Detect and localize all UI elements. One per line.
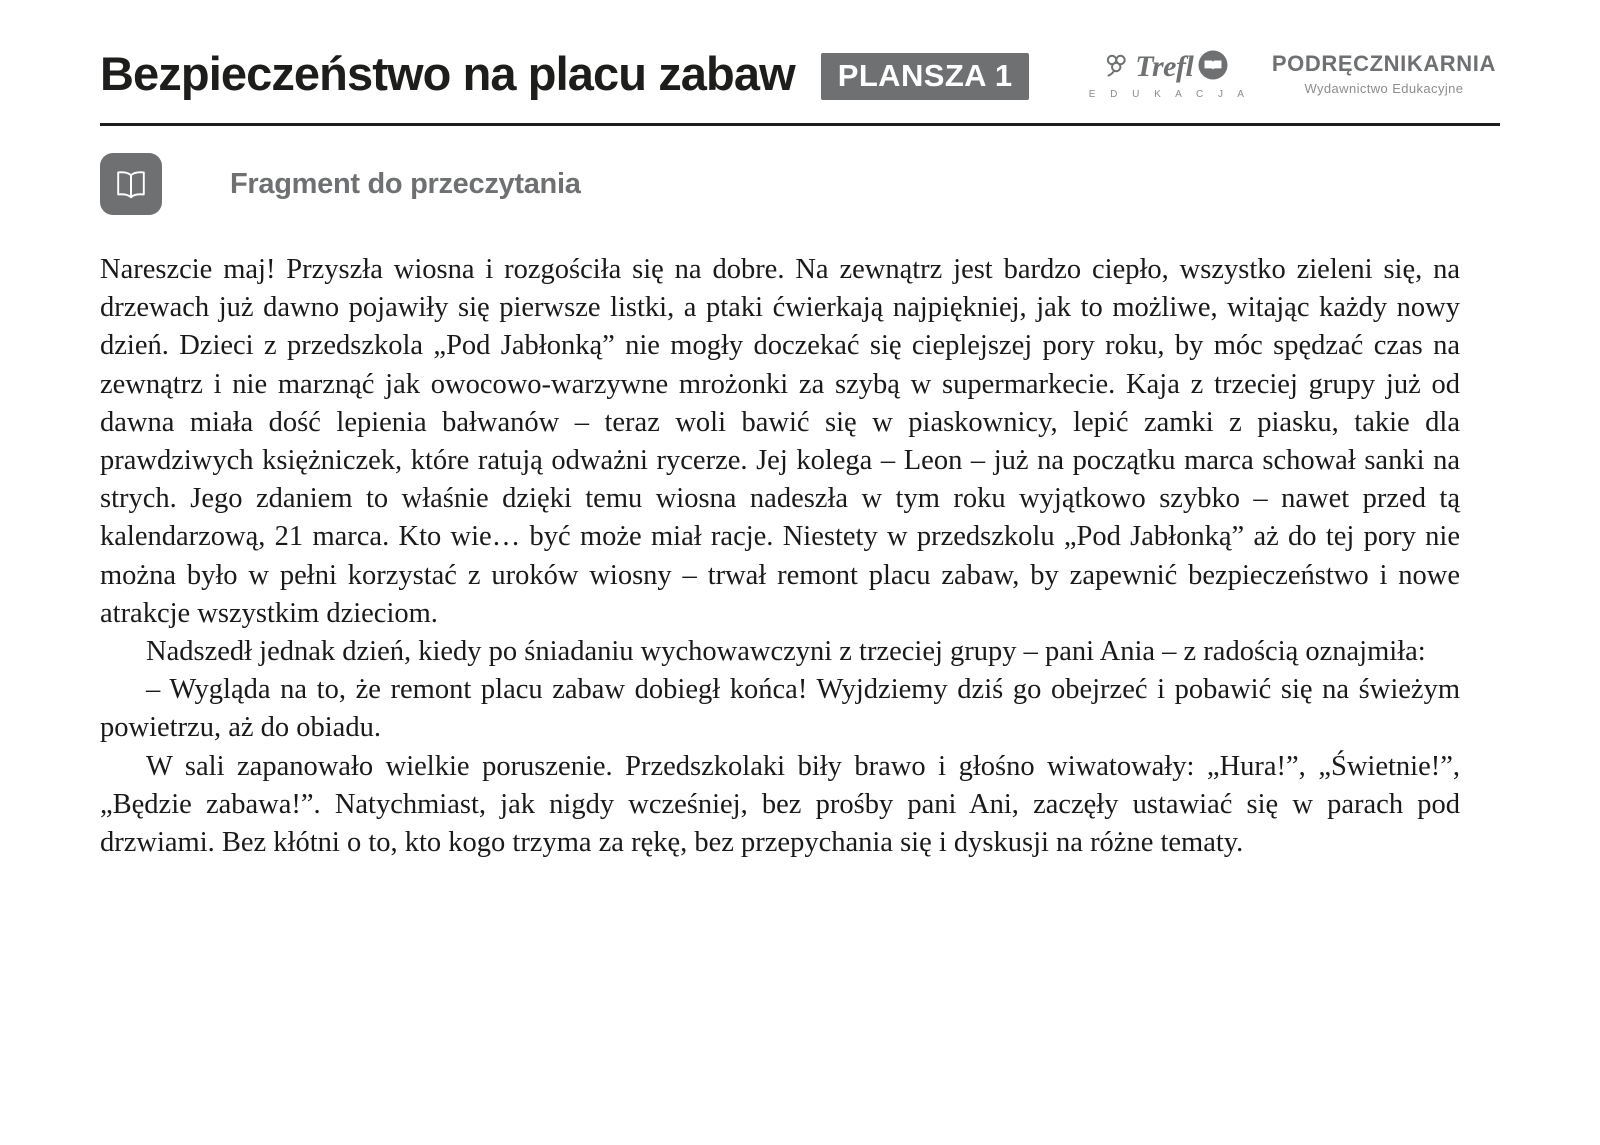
- page-title: Bezpieczeństwo na placu zabaw: [100, 47, 795, 101]
- publisher-logos: [1083, 49, 1500, 100]
- trefl-tagline: E D U K A C J A: [1088, 88, 1250, 100]
- clover-icon: [1103, 51, 1131, 83]
- book-circle-icon: [1197, 49, 1229, 85]
- trefl-logo: [1083, 49, 1250, 100]
- trefl-logo-row: [1103, 49, 1229, 85]
- passage-paragraph: Nareszcie maj! Przyszła wiosna i rozgościła się na dobre. Na zewnątrz jest bardzo ciepło, wszystko zieleni się, na drzewach już dawno pojawiły się pierwsze listki, a ptaki ćwierkają najpiękniej, jak to możliwe, witając każdy nowy dzień. Dzieci z przedszkola „Pod Jabłonką” nie mogły doczekać się cieplejszej pory roku, by móc spędzać czas na zewnątrz i nie marznąć jak owocowo-warzywne mrożonki za szybą w supermarkecie. Kaja z trzeciej grupy już od dawna miała dość lepienia bałwanów – teraz woli bawić się w piaskownicy, lepić zamki z piasku, takie dla prawdziwych księżniczek, które ratują odważni rycerze. Jej kolega – Leon – już na początku marca schował sanki na strych. Jego zdaniem to właśnie dzięki temu wiosna nadeszła w tym roku wyjątkowo szybko – nawet przed tą kalendarzową, 21 marca. Kto wie… być może miał racje. Niestety w przedszkolu „Pod Jabłonką” aż do tej pory nie można było w pełni korzystać z uroków wiosny – trwał remont placu zabaw, by zapewnić bezpieczeństwo i nowe atrakcje wszystkim dzieciom.: [100, 254, 1460, 629]
- page-header: [100, 0, 1500, 120]
- podrecznikarnia-subtitle: Wydawnictwo Edukacyjne: [1304, 81, 1464, 96]
- section-heading: [100, 153, 1500, 215]
- podrecznikarnia-name: PODRĘCZNIKARNIA: [1271, 51, 1496, 76]
- passage-paragraph: W sali zapanowało wielkie poruszenie. Przedszkolaki biły brawo i głośno wiwatowały: „Hura!”, „Świetnie!”, „Będzie zabawa!”. Natychmiast, jak nigdy wcześniej, bez prośby pani Ani, zaczęły ustawiać się w parach pod drzwiami. Bez kłótni o to, kto kogo trzyma za rękę, bez przepychania się i dyskusji na różne tematy.: [100, 750, 1460, 859]
- status-badge: PLANSZA 1: [821, 53, 1030, 100]
- open-book-icon: [100, 153, 162, 215]
- reading-passage: [100, 251, 1460, 862]
- passage-paragraph: – Wygląda na to, że remont placu zabaw dobiegł końca! Wyjdziemy dziś go obejrzeć i pobawić się na świeżym powietrzu, aż do obiadu.: [100, 674, 1460, 744]
- trefl-wordmark: Trefl: [1135, 49, 1194, 83]
- title-group: [100, 47, 1083, 101]
- section-heading-label: Fragment do przeczytania: [230, 167, 581, 200]
- header-divider: [100, 123, 1500, 126]
- passage-paragraph: Nadszedł jednak dzień, kiedy po śniadaniu wychowawczyni z trzeciej grupy – pani Ania – z radością oznajmiła:: [146, 636, 1426, 668]
- podrecznikarnia-logo: [1272, 53, 1496, 95]
